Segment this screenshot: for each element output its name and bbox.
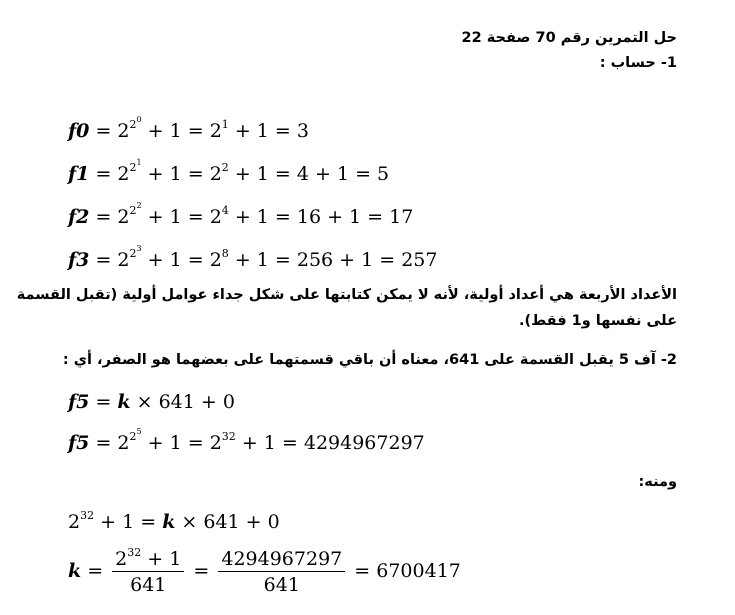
equation-f5-value: $f5 = 2^{2^5} + 1 = 2^{32} + 1 = 4294967297$ (68, 427, 425, 454)
paragraph-primes-line2: على نفسها و1 فقط). (519, 313, 677, 329)
fraction-2-denominator: 641 (263, 574, 300, 596)
fraction-1-numerator: $2^{32} + 1$ (112, 548, 184, 572)
part1-title: 1- حساب : (599, 55, 677, 71)
equation-k-relation: $2^{32} + 1 = k \times 641 + 0$ (68, 509, 280, 533)
equation-f5-division: f5 = k × 641 + 0 (68, 391, 235, 413)
equation-f1: $f1 = 2^{2^1} + 1 = 2^2 + 1 = 4 + 1 = 5$ (68, 158, 390, 185)
equation-f3: $f3 = 2^{2^3} + 1 = 2^8 + 1 = 256 + 1 = 257$ (68, 244, 438, 271)
equation-k-value: k = $\frac{2^{32} + 1}{641}$ = $\frac{4294967297}{641}$ = 6700417 (68, 546, 461, 596)
part2-line: 2- آف 5 يقبل القسمة على 641، معناه أن باقي قسمتهما على بعضهما هو الصفر، أي : (62, 352, 677, 368)
fraction-2-numerator: 4294967297 (218, 548, 345, 572)
fraction-1 (112, 548, 184, 596)
hence-label: ومنه: (638, 474, 677, 490)
paragraph-primes-line1: الأعداد الأربعة هي أعداد أولية، لأنه لا يمكن كتابتها على شكل جداء عوامل أولية (تقبل القسمة (16, 287, 677, 303)
equation-f2: $f2 = 2^{2^2} + 1 = 2^4 + 1 = 16 + 1 = 17$ (68, 201, 414, 228)
equation-f0: $f0 = 2^{2^0} + 1 = 2^1 + 1 = 3$ (68, 115, 309, 142)
exercise-heading: حل التمرين رقم 70 صفحة 22 (461, 30, 677, 46)
fraction-1-denominator: 641 (130, 574, 167, 596)
fraction-2 (218, 548, 345, 596)
